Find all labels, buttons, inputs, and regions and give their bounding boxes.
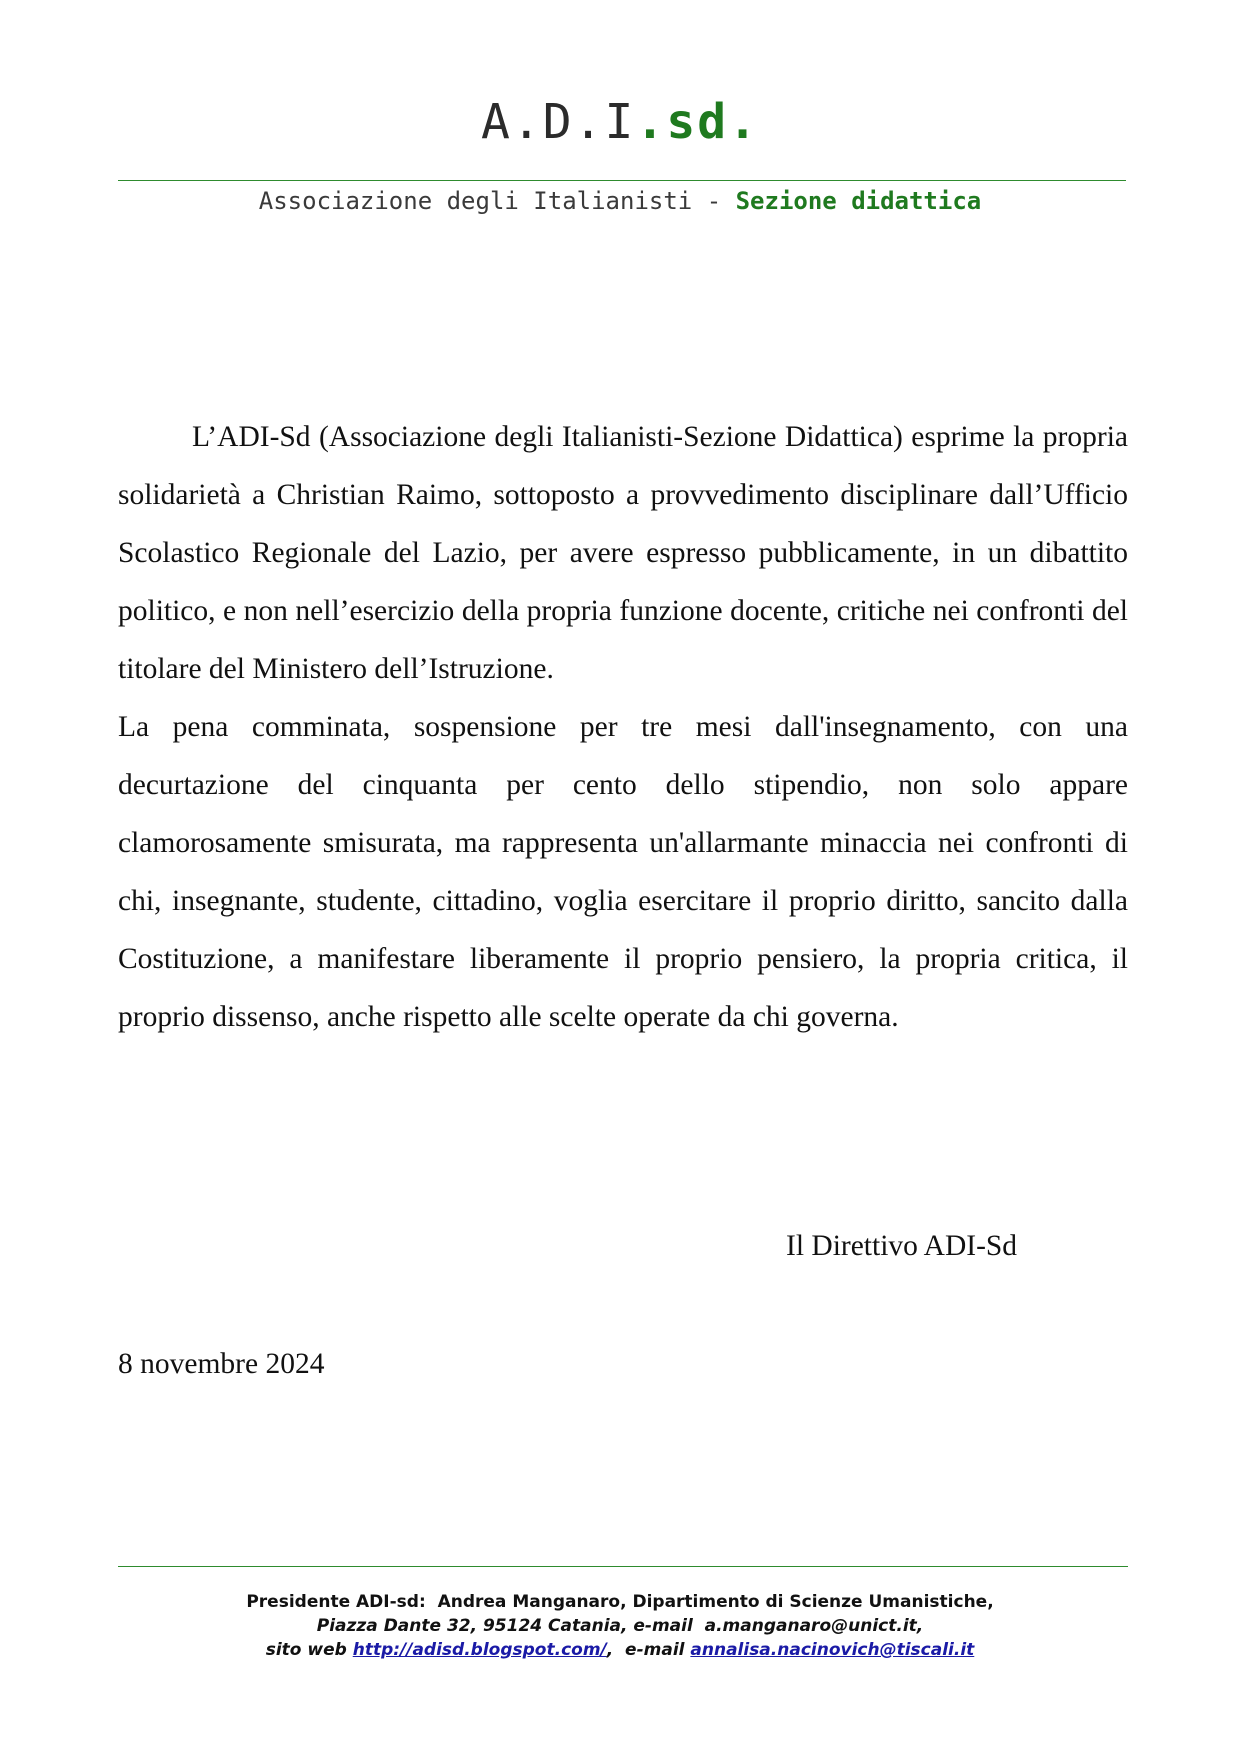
signature: Il Direttivo ADI-Sd: [786, 1230, 1018, 1262]
statement-paragraph-1: L’ADI-Sd (Associazione degli Italianisti-Sezione Didattica) esprime la propria solidarietà a Christian Raimo, sottoposto a provvedimento disciplinare dall’Ufficio Scolastico Regionale del Lazio, per avere espresso pubblicamente, in un dibattito politico, e non nell’esercizio della propria funzione docente, critiche nei confronti del titolare del Ministero dell’Istruzione.: [118, 421, 1128, 685]
footer-line-address: Piazza Dante 32, 95124 Catania, e-mail a.manganaro@unict.it,: [316, 1616, 924, 1636]
document-date: 8 novembre 2024: [118, 1348, 325, 1380]
association-logo: [0, 92, 1240, 152]
email-link[interactable]: annalisa.nacinovich@tiscali.it: [690, 1640, 975, 1660]
statement-paragraph-2: La pena comminata, sospensione per tre mesi dall'insegnamento, con una decurtazione del cinquanta per cento dello stipendio, non solo appare clamorosamente smisurata, ma rappresenta un'allarmante minaccia nei confronti di chi, insegnante, studente, cittadino, voglia esercitare il proprio diritto, sancito dalla Costituzione, a manifestare liberamente il proprio pensiero, la propria critica, il proprio dissenso, anche rispetto alle scelte operate da chi governa.: [118, 711, 1128, 1033]
website-link[interactable]: http://adisd.blogspot.com/: [352, 1640, 607, 1660]
footer-web-label: sito web: [265, 1640, 353, 1660]
footer-line-web: [0, 1638, 1240, 1662]
logo-main-text: A.D.I: [480, 94, 636, 150]
association-subtitle: [0, 186, 1240, 216]
footer-divider: [118, 1566, 1128, 1567]
logo-accent-text: .sd.: [635, 94, 760, 150]
statement-body: [118, 408, 1128, 1046]
subtitle-accent-text: Sezione didattica: [735, 187, 982, 215]
footer-contact: [0, 1590, 1240, 1662]
header-divider: [118, 180, 1126, 181]
footer-email-label: , e-mail: [606, 1640, 691, 1660]
subtitle-main-text: Associazione degli Italianisti -: [258, 187, 736, 215]
footer-line-president: Presidente ADI-sd: Andrea Manganaro, Dipartimento di Scienze Umanistiche,: [246, 1592, 994, 1612]
